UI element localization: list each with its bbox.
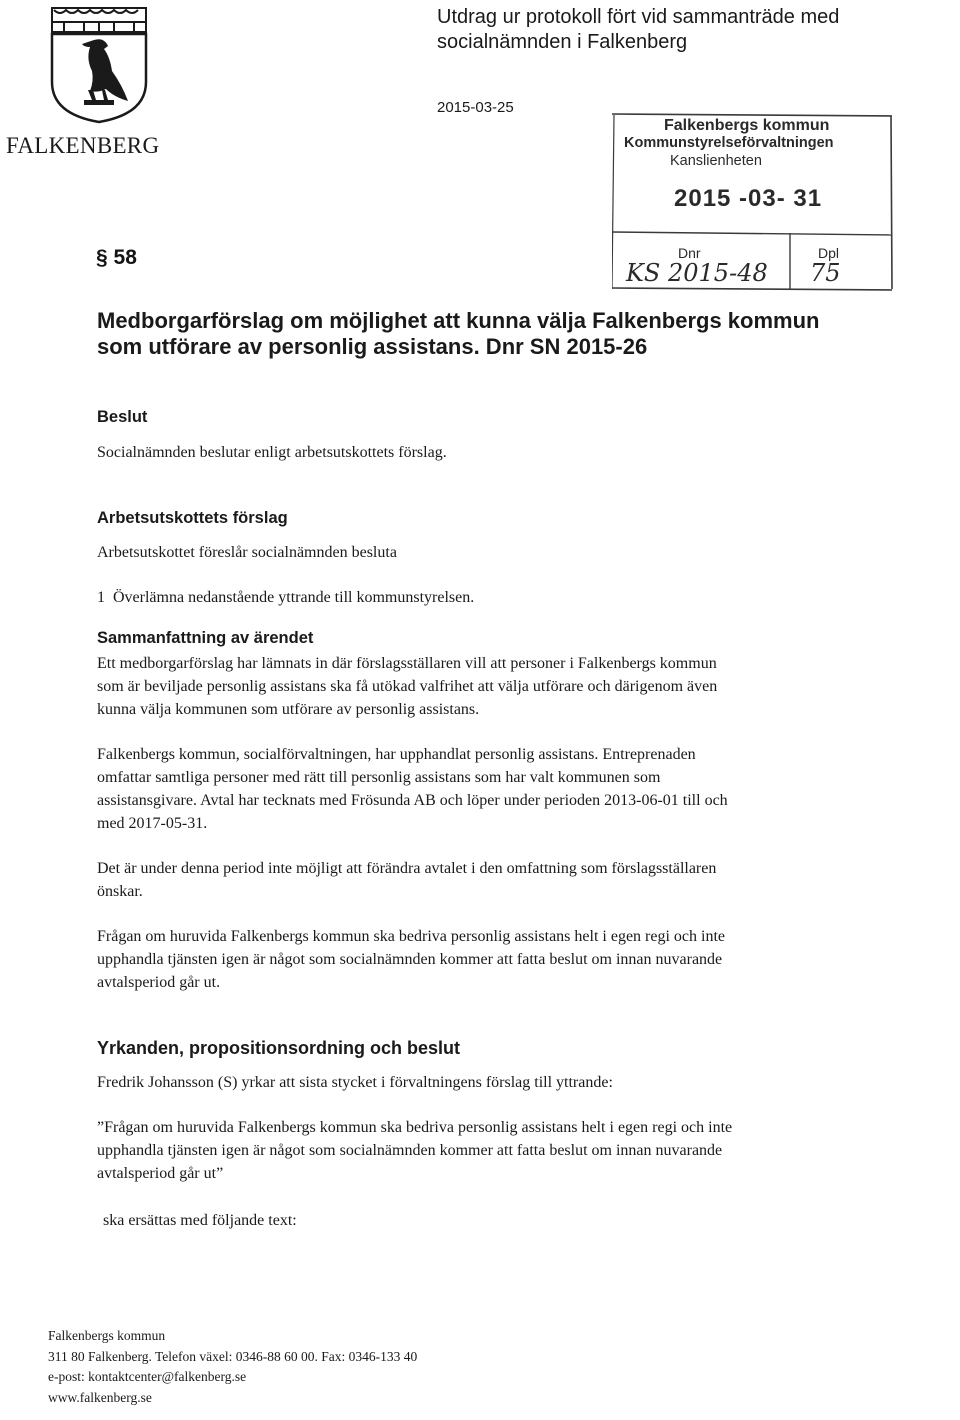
yrkanden-replacement-intro: ska ersättas med följande text: [103,1212,297,1229]
sammanfattning-paragraph [97,925,897,994]
text-line: Ett medborgarförslag har lämnats in där förslagsställaren vill att personer i Falkenbergs kommun [97,655,717,672]
yrkanden-quote [97,1116,897,1185]
document-header-title [437,5,937,55]
beslut-text: Socialnämnden beslutar enligt arbetsutskottets förslag. [97,444,447,461]
registration-stamp [612,113,894,291]
item-title-line: som utförare av personlig assistans. Dnr SN 2015-26 [97,334,648,359]
text-line: omfattar samtliga personer med rätt till personlig assistans som har valt kommunen som [97,769,661,786]
forslag-list-item [97,586,897,609]
text-line: önskar. [97,883,143,900]
crown-icon [52,8,146,32]
text-line: avtalsperiod går ut. [97,974,221,991]
text-line: upphandla tjänsten igen är något som socialnämnden kommer att fatta beslut om innan nuvarande [97,951,723,968]
sammanfattning-paragraph [97,652,897,721]
text-line: med 2017-05-31. [97,815,208,832]
coat-of-arms-logo [44,4,154,124]
header-title-line: socialnämnden i Falkenberg [437,31,688,53]
stamp-dnr-value: KS 2015-48 [626,259,768,287]
footer-address: 311 80 Falkenberg. Telefon växel: 0346-88 60 00. Fax: 0346-133 40 [48,1348,418,1364]
text-line: Falkenbergs kommun, socialförvaltningen, har upphandlat personlig assistans. Entreprenaden [97,746,696,763]
stamp-dpl-label: Dpl [818,245,840,261]
sammanfattning-paragraph [97,743,897,835]
text-line: avtalsperiod går ut” [97,1165,224,1182]
footer-web: www.falkenberg.se [48,1389,152,1405]
meeting-date: 2015-03-25 [437,99,514,116]
stamp-dnr-label: Dnr [678,245,701,261]
footer-email: e-post: kontaktcenter@falkenberg.se [48,1369,247,1384]
stamp-line: Kanslienheten [670,153,762,169]
section-heading-beslut: Beslut [97,408,148,426]
paragraph-number: § 58 [96,246,137,269]
text-line: upphandla tjänsten igen är något som socialnämnden kommer att fatta beslut om innan nuvarande [97,1142,723,1159]
stamp-date: 2015 -03- 31 [674,185,823,212]
section-heading-sammanfattning: Sammanfattning av ärendet [97,629,314,647]
stamp-line: Kommunstyrelseförvaltningen [624,135,834,151]
forslag-text: Arbetsutskottet föreslår socialnämnden besluta [97,544,397,561]
sammanfattning-paragraph [97,857,897,903]
footer-name: Falkenbergs kommun [48,1328,166,1343]
list-item-number: 1 [97,589,105,606]
text-line: Frågan om huruvida Falkenbergs kommun ska bedriva personlig assistans helt i egen regi och inte [97,928,726,945]
list-item-text: Överlämna nedanstående yttrande till kommunstyrelsen. [113,589,475,606]
text-line: kunna välja kommunen som utförare av personlig assistans. [97,701,480,718]
text-line: assistansgivare. Avtal har tecknats med Frösunda AB och löper under perioden 2013-06-01 till och [97,792,728,809]
text-line: som är beviljade personlig assistans ska få utökad valfrihet att välja utförare och därigenom även [97,678,718,695]
section-heading-forslag: Arbetsutskottets förslag [97,509,288,527]
item-title-line: Medborgarförslag om möjlighet att kunna välja Falkenbergs kommun [97,308,820,333]
page-footer [48,1326,648,1408]
section-heading-yrkanden: Yrkanden, propositionsordning och beslut [97,1038,461,1058]
municipality-name: FALKENBERG [6,133,160,158]
yrkanden-text: Fredrik Johansson (S) yrkar att sista stycket i förvaltningens förslag till yttrande: [97,1074,613,1091]
header-title-line: Utdrag ur protokoll fört vid sammanträde med [437,6,840,28]
item-title [97,308,937,360]
stamp-line: Falkenbergs kommun [664,117,830,134]
text-line: Det är under denna period inte möjligt att förändra avtalet i den omfattning som förslagsställaren [97,860,717,877]
stamp-dpl-value: 75 [810,259,841,287]
text-line: ”Frågan om huruvida Falkenbergs kommun ska bedriva personlig assistans helt i egen regi och inte [97,1119,733,1136]
